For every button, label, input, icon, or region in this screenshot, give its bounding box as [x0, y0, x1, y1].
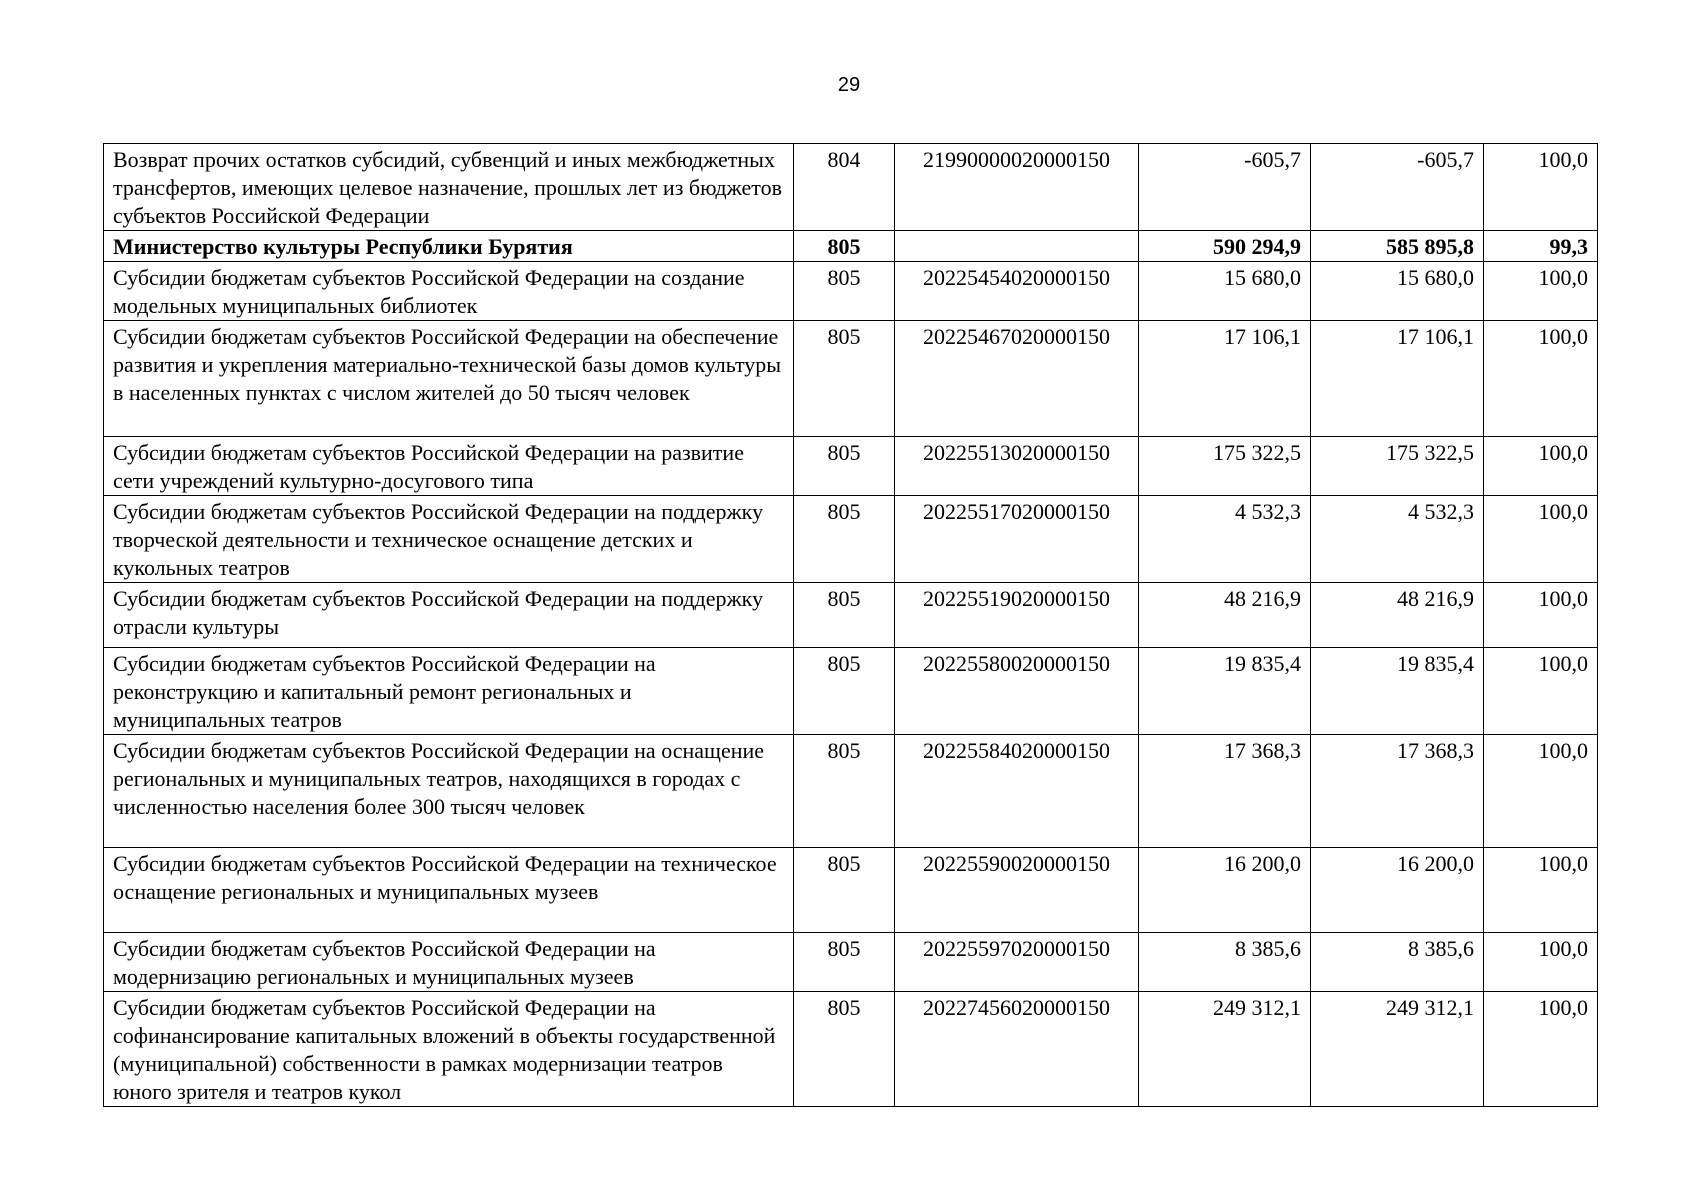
table-row: [104, 648, 1598, 735]
table-row: [104, 262, 1598, 321]
revenue-name-cell: Субсидии бюджетам субъектов Российской Федерации на поддержку отрасли культуры: [104, 583, 794, 648]
budget-code-cell: [895, 231, 1139, 262]
budget-table: [103, 143, 1598, 1107]
table-row: [104, 992, 1598, 1107]
actual-amount-cell: 17 106,1: [1311, 321, 1484, 437]
actual-amount-cell: 249 312,1: [1311, 992, 1484, 1107]
actual-amount-cell: 585 895,8: [1311, 231, 1484, 262]
revenue-name-cell: Возврат прочих остатков субсидий, субвенций и иных межбюджетных трансфертов, имеющих целевое назначение, прошлых лет из бюджетов субъектов Российской Федерации: [104, 144, 794, 231]
table-row: [104, 144, 1598, 231]
percent-cell: 100,0: [1484, 321, 1598, 437]
table-row: [104, 321, 1598, 437]
revenue-name-cell: Субсидии бюджетам субъектов Российской Федерации на обеспечение развития и укрепления материально-технической базы домов культуры в населенных пунктах с числом жителей до 50 тысяч человек: [104, 321, 794, 437]
page-number: 29: [837, 74, 861, 96]
percent-cell: 100,0: [1484, 992, 1598, 1107]
plan-amount-cell: 4 532,3: [1139, 496, 1311, 583]
budget-code-cell: 20225597020000150: [895, 933, 1139, 992]
plan-amount-cell: 590 294,9: [1139, 231, 1311, 262]
budget-code-cell: 20225590020000150: [895, 848, 1139, 933]
percent-cell: 100,0: [1484, 933, 1598, 992]
actual-amount-cell: 48 216,9: [1311, 583, 1484, 648]
table-row-total: [104, 231, 1598, 262]
plan-amount-cell: 8 385,6: [1139, 933, 1311, 992]
table-row: [104, 437, 1598, 496]
revenue-name-cell: Субсидии бюджетам субъектов Российской Федерации на модернизацию региональных и муниципальных музеев: [104, 933, 794, 992]
budget-code-cell: 20225467020000150: [895, 321, 1139, 437]
admin-code-cell: 805: [794, 648, 895, 735]
admin-code-cell: 805: [794, 933, 895, 992]
table-row: [104, 496, 1598, 583]
actual-amount-cell: 16 200,0: [1311, 848, 1484, 933]
revenue-name-cell: Субсидии бюджетам субъектов Российской Федерации на поддержку творческой деятельности и техническое оснащение детских и кукольных театров: [104, 496, 794, 583]
table-row: [104, 583, 1598, 648]
percent-cell: 100,0: [1484, 583, 1598, 648]
percent-cell: 100,0: [1484, 262, 1598, 321]
admin-code-cell: 805: [794, 848, 895, 933]
admin-code-cell: 805: [794, 262, 895, 321]
percent-cell: 99,3: [1484, 231, 1598, 262]
actual-amount-cell: 8 385,6: [1311, 933, 1484, 992]
actual-amount-cell: 15 680,0: [1311, 262, 1484, 321]
table-row: [104, 735, 1598, 848]
percent-cell: 100,0: [1484, 496, 1598, 583]
plan-amount-cell: 17 106,1: [1139, 321, 1311, 437]
revenue-name-cell: Министерство культуры Республики Бурятия: [104, 231, 794, 262]
table-row: [104, 848, 1598, 933]
budget-code-cell: 21990000020000150: [895, 144, 1139, 231]
percent-cell: 100,0: [1484, 848, 1598, 933]
plan-amount-cell: 15 680,0: [1139, 262, 1311, 321]
revenue-name-cell: Субсидии бюджетам субъектов Российской Федерации на создание модельных муниципальных библиотек: [104, 262, 794, 321]
actual-amount-cell: 175 322,5: [1311, 437, 1484, 496]
percent-cell: 100,0: [1484, 437, 1598, 496]
percent-cell: 100,0: [1484, 144, 1598, 231]
actual-amount-cell: 19 835,4: [1311, 648, 1484, 735]
revenue-name-cell: Субсидии бюджетам субъектов Российской Федерации на софинансирование капитальных вложений в объекты государственной (муниципальной) собственности в рамках модернизации театров юного зрителя и театров кукол: [104, 992, 794, 1107]
plan-amount-cell: 19 835,4: [1139, 648, 1311, 735]
budget-code-cell: 20225584020000150: [895, 735, 1139, 848]
percent-cell: 100,0: [1484, 648, 1598, 735]
revenue-name-cell: Субсидии бюджетам субъектов Российской Федерации на развитие сети учреждений культурно-досугового типа: [104, 437, 794, 496]
plan-amount-cell: 17 368,3: [1139, 735, 1311, 848]
budget-code-cell: 20225513020000150: [895, 437, 1139, 496]
actual-amount-cell: -605,7: [1311, 144, 1484, 231]
budget-code-cell: 20225454020000150: [895, 262, 1139, 321]
admin-code-cell: 805: [794, 496, 895, 583]
admin-code-cell: 804: [794, 144, 895, 231]
budget-table-body: [104, 144, 1598, 1107]
admin-code-cell: 805: [794, 583, 895, 648]
admin-code-cell: 805: [794, 735, 895, 848]
plan-amount-cell: 16 200,0: [1139, 848, 1311, 933]
revenue-name-cell: Субсидии бюджетам субъектов Российской Федерации на техническое оснащение региональных и муниципальных музеев: [104, 848, 794, 933]
plan-amount-cell: 249 312,1: [1139, 992, 1311, 1107]
plan-amount-cell: 48 216,9: [1139, 583, 1311, 648]
actual-amount-cell: 4 532,3: [1311, 496, 1484, 583]
budget-code-cell: 20225519020000150: [895, 583, 1139, 648]
plan-amount-cell: -605,7: [1139, 144, 1311, 231]
table-row: [104, 933, 1598, 992]
revenue-name-cell: Субсидии бюджетам субъектов Российской Федерации на оснащение региональных и муниципальных театров, находящихся в городах с численностью населения более 300 тысяч человек: [104, 735, 794, 848]
actual-amount-cell: 17 368,3: [1311, 735, 1484, 848]
admin-code-cell: 805: [794, 992, 895, 1107]
revenue-name-cell: Субсидии бюджетам субъектов Российской Федерации на реконструкцию и капитальный ремонт региональных и муниципальных театров: [104, 648, 794, 735]
admin-code-cell: 805: [794, 321, 895, 437]
plan-amount-cell: 175 322,5: [1139, 437, 1311, 496]
budget-code-cell: 20225580020000150: [895, 648, 1139, 735]
admin-code-cell: 805: [794, 231, 895, 262]
budget-code-cell: 20225517020000150: [895, 496, 1139, 583]
admin-code-cell: 805: [794, 437, 895, 496]
percent-cell: 100,0: [1484, 735, 1598, 848]
budget-code-cell: 20227456020000150: [895, 992, 1139, 1107]
